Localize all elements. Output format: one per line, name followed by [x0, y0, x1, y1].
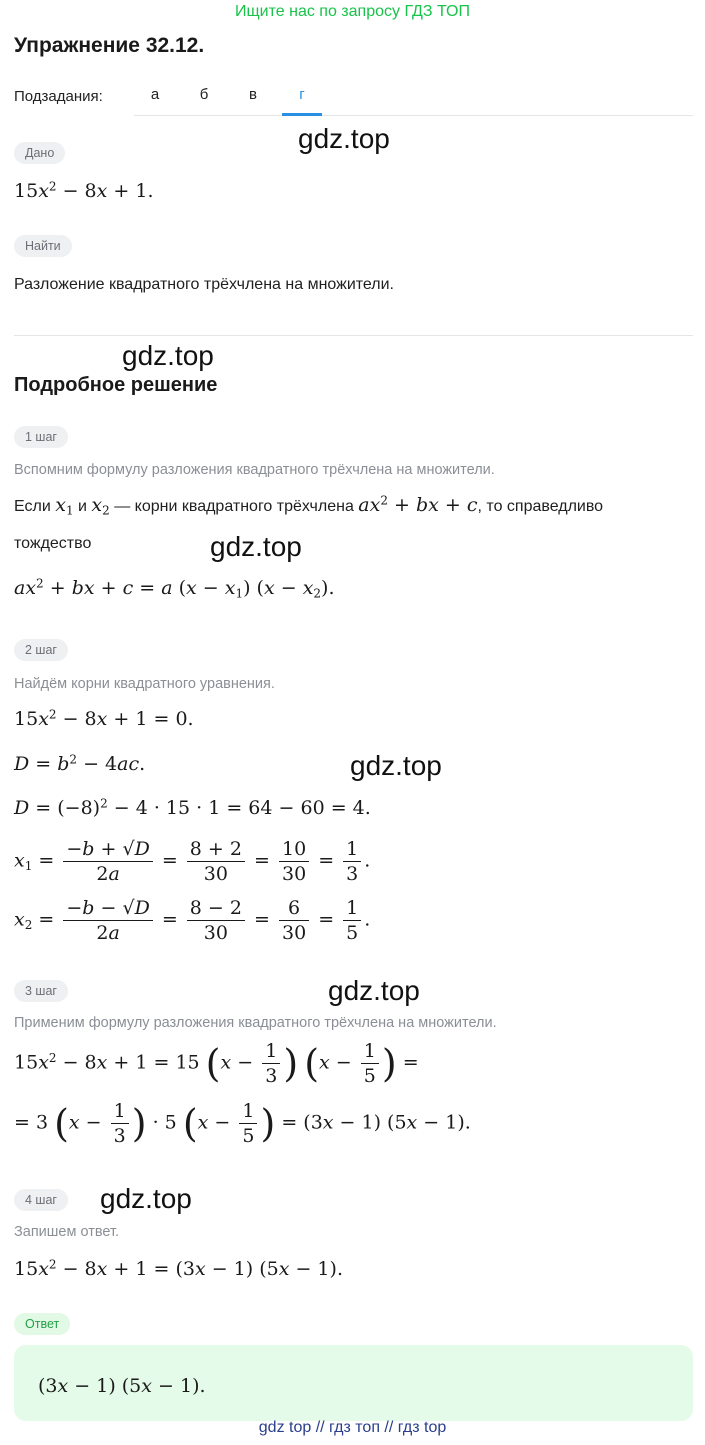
step-1-text-c: — корни квадратного трёхчлена — [114, 498, 354, 515]
page-title: Упражнение 32.12. — [14, 34, 205, 57]
discriminant-formula: $D = b^2 - 4ac$. — [14, 752, 146, 775]
step-1-text-a: Если — [14, 498, 51, 515]
factorization-line-1: $15x^2 - 8x + 1 = 15$ (x − $\frac{1}{3}$ ) (x − $\frac{1}{5}$ ) = — [14, 1040, 419, 1087]
answer-expression: (3x − 1) (5x − 1). — [38, 1375, 206, 1397]
answer-pill: Ответ — [14, 1313, 70, 1335]
find-text: Разложение квадратного трёхчлена на множители. — [14, 276, 394, 293]
watermark: gdz.top — [350, 750, 442, 781]
root-x1-calc: $x_1$ = $\frac{-b + √D}{2a}$ = $\frac{8 + 2}{30}$ = $\frac{10}{30}$ = $\frac{1}{3}$ . — [14, 838, 371, 885]
watermark: gdz.top — [210, 531, 302, 562]
given-pill: Дано — [14, 142, 65, 164]
tab-v[interactable]: в — [249, 86, 257, 103]
step-1-text-b: и — [78, 498, 87, 515]
step-1-text — [14, 494, 603, 516]
tab-g[interactable]: г — [299, 86, 305, 103]
tab-b[interactable]: б — [199, 86, 209, 103]
step-3-pill: 3 шаг — [14, 980, 68, 1002]
step-4-hint: Запишем ответ. — [14, 1224, 120, 1240]
step-1-pill: 1 шаг — [14, 426, 68, 448]
step-1-hint: Вспомним формулу разложения квадратного трёхчлена на множители. — [14, 462, 495, 478]
search-banner: Ищите нас по запросу ГДЗ ТОП — [235, 3, 470, 20]
factorization-formula: $ax^2$ + bx + c = a $(x - x_1)$ $(x - x_2)$. — [14, 576, 335, 601]
watermark: gdz.top — [298, 123, 390, 154]
step-2-pill: 2 шаг — [14, 639, 68, 661]
factorization-line-2: = 3 (x − $\frac{1}{3}$ ) · 5 (x − $\frac{1}{5}$ ) = (3x − 1) (5x − 1). — [14, 1100, 471, 1147]
subtasks-label: Подзадания: — [14, 88, 103, 105]
root-x1: $x_1$ — [55, 494, 74, 518]
given-expression: $15x^2 - 8x + 1$. — [14, 179, 154, 202]
step-1-text-d: , то справедливо — [477, 498, 604, 515]
watermark: gdz.top — [100, 1183, 192, 1214]
equation: $15x^2 - 8x + 1 = 0$. — [14, 707, 194, 730]
find-pill: Найти — [14, 235, 72, 257]
section-divider — [14, 335, 693, 336]
solution-title: Подробное решение — [14, 374, 218, 396]
tab-a[interactable]: а — [150, 86, 160, 103]
step-3-hint: Применим формулу разложения квадратного трёхчлена на множители. — [14, 1015, 497, 1031]
watermark: gdz.top — [122, 340, 214, 371]
discriminant-value: $D = (-8)^2 - 4 \cdot 15 \cdot 1 = 64 - 60 = 4$. — [14, 796, 371, 819]
active-tab-indicator — [282, 113, 322, 116]
footer-links: gdz top // гдз топ // гдз top — [258, 1419, 447, 1436]
tabs-divider — [134, 115, 693, 116]
step-2-hint: Найдём корни квадратного уравнения. — [14, 676, 275, 692]
final-expression: $15x^2 - 8x + 1 = (3x - 1) (5x - 1)$. — [14, 1257, 343, 1280]
root-x2-calc: $x_2$ = $\frac{-b - √D}{2a}$ = $\frac{8 - 2}{30}$ = $\frac{6}{30}$ = $\frac{1}{5}$ . — [14, 897, 371, 944]
step-1-text-e: тождество — [14, 535, 92, 552]
trinomial: $ax^2$ + bx + c — [358, 493, 478, 516]
root-x2: $x_2$ — [91, 494, 110, 518]
step-4-pill: 4 шаг — [14, 1189, 68, 1211]
watermark: gdz.top — [328, 975, 420, 1006]
